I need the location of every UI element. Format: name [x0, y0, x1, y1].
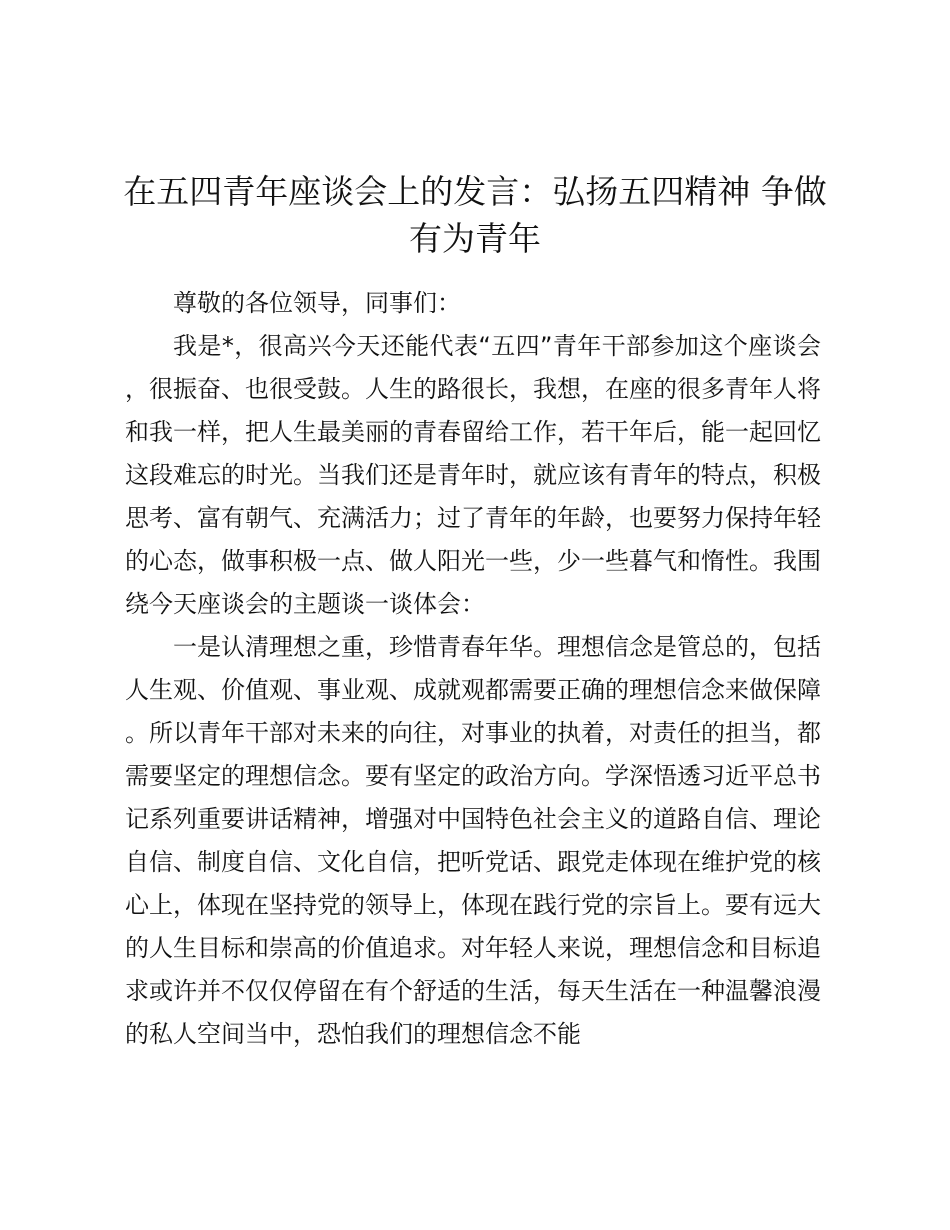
intro-paragraph: 我是*，很高兴今天还能代表“五四”青年干部参加这个座谈会，很振奋、也很受鼓。人生的路很长，我想，在座的很多青年人将和我一样，把人生最美丽的青春留给工作，若干年后，能一起回忆这段难忘的时光。当我们还是青年时，就应该有青年的特点，积极思考、富有朝气、充满活力；过了青年的年龄，也要努力保持年轻的心态，做事积极一点、做人阳光一些，少一些暮气和惰性。我围绕今天座谈会的主题谈一谈体会： — [125, 332, 821, 618]
salutation-paragraph: 尊敬的各位领导，同事们： — [173, 289, 461, 317]
point-one-paragraph: 一是认清理想之重，珍惜青春年华。理想信念是管总的，包括人生观、价值观、事业观、成就观都需要正确的理想信念来做保障。所以青年干部对未来的向往，对事业的执着，对责任的担当，都需要坚定的理想信念。要有坚定的政治方向。学深悟透习近平总书记系列重要讲话精神，增强对中国特色社会主义的道路自信、理论自信、制度自信、文化自信，把听党话、跟党走体现在维护党的核心上，体现在坚持党的领导上，体现在践行党的宗旨上。要有远大的人生目标和崇高的价值追求。对年轻人来说，理想信念和目标追求或许并不仅仅停留在有个舒适的生活，每天生活在一种温馨浪漫的私人空间当中，恐怕我们的理想信念不能 — [125, 633, 821, 1048]
document-title: 在五四青年座谈会上的发言：弘扬五四精神 争做有为青年 — [123, 172, 827, 258]
document-body — [125, 282, 821, 1056]
